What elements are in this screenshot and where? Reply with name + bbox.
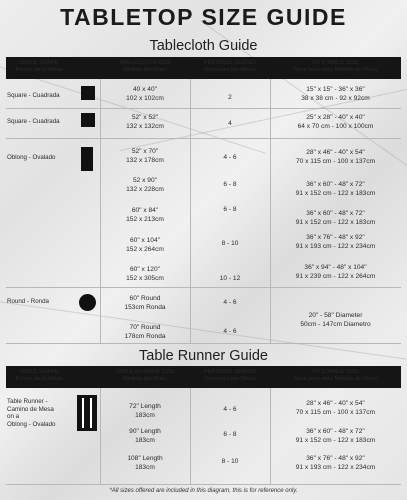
size-inches: 60" x 104" (130, 237, 160, 244)
fits-table-size-cell (270, 114, 401, 131)
persons-seated-cell: 4 - 6 (223, 299, 237, 306)
runner-shape-line: Camino de Mesa (7, 405, 54, 413)
size-inches: 52 x 90" (133, 177, 157, 184)
size-cm: 152 x 264cm (126, 245, 164, 253)
row-divider (6, 287, 401, 288)
fits-table-size-cell (270, 86, 401, 103)
runner-shape-label (7, 398, 56, 428)
header-seated-label: PERSONS SEATED (203, 369, 257, 375)
fits-inches: 36" x 76" - 48" x 92" (306, 234, 365, 241)
square-shape-swatch (81, 113, 95, 127)
row-divider (6, 138, 401, 139)
round-shape-swatch (79, 294, 96, 311)
runner-shape-line: Oblong - Ovalado (7, 420, 56, 428)
tablecloth-size-cell (100, 177, 190, 194)
shape-label-square: Square - Cuadrada (7, 118, 60, 125)
header-shape-label-es: Forma de la Mesa (15, 376, 63, 382)
header-fits-label-es: Sirve para esta Medida de Mesa (293, 376, 378, 382)
header-seated-label: PERSONS SEATED (203, 60, 257, 66)
header-shape-label: TABLE SHAPE (19, 60, 59, 66)
tablecloth-size-cell (100, 86, 190, 103)
fits-cm: 70 x 115 cm - 100 x 137cm (295, 157, 376, 165)
square-shape-swatch (81, 86, 95, 100)
size-cm: 102 x 102cm (126, 94, 164, 102)
fits-table-size-cell (270, 428, 401, 445)
persons-seated-cell: 4 - 6 (223, 406, 237, 413)
runner-shape-line: on a (7, 413, 20, 420)
runner-length: 90" Length (129, 428, 161, 435)
row-divider (6, 484, 401, 485)
header-size-label: TABLE RUNNER SIZE (115, 369, 175, 375)
persons-seated-cell: 8 - 10 (221, 458, 239, 465)
page-title: TABLETOP SIZE GUIDE (60, 4, 347, 30)
header-fits-label-es: Sirve para esta Medida de Mesa (293, 67, 378, 73)
header-table-shape (6, 369, 72, 383)
runner-length: 72" Length (129, 403, 161, 410)
runner-size-cell (100, 455, 190, 472)
fits-inches: 36" x 94" - 48" x 104" (304, 264, 367, 271)
tablecloth-size-cell (100, 237, 190, 254)
header-persons-seated (190, 60, 270, 74)
size-cm: 152 x 213cm (126, 215, 164, 223)
size-inches: 60" x 84" (131, 207, 159, 214)
fits-cm: 64 x 70 cm - 100 x 100cm (297, 122, 374, 130)
row-divider (6, 108, 401, 109)
header-size-label-es: Medida del Matel (122, 376, 168, 382)
runner-length: 108" Length (127, 455, 163, 462)
row-divider (6, 343, 401, 344)
fits-cm: 91 x 193 cm - 122 x 234cm (295, 242, 376, 250)
fits-table-size-cell (270, 455, 401, 472)
persons-seated-cell: 2 (228, 94, 232, 101)
persons-seated-cell: 4 - 6 (223, 328, 237, 335)
header-persons-seated (190, 369, 270, 383)
fits-cm: 91 x 152 cm - 122 x 183cm (295, 218, 376, 226)
header-shape-label: TABLE SHAPE (19, 369, 59, 375)
size-cm: 153cm Ronda (124, 303, 166, 311)
fits-inches: 28" x 46" - 40" x 54" (306, 149, 365, 156)
fits-cm: 70 x 115 cm - 100 x 137cm (295, 408, 376, 416)
persons-seated-cell: 6 - 8 (223, 181, 237, 188)
runner-length-cm: 183cm (135, 463, 155, 471)
fits-cm: 91 x 152 cm - 122 x 183cm (295, 436, 376, 444)
runner-guide-title: Table Runner Guide (139, 348, 268, 364)
persons-seated-cell: 4 (228, 120, 232, 127)
fits-inches: 20" - 58" Diameter (308, 312, 363, 319)
size-cm: 132 x 178cm (126, 156, 164, 164)
size-inches: 52" x 52" (131, 114, 159, 121)
fits-cm: 91 x 193 cm - 122 x 234cm (295, 463, 376, 471)
header-fits-label: FITS TABLE SIZE (312, 369, 359, 375)
size-cm: 152 x 305cm (126, 274, 164, 282)
fits-table-size-cell (270, 149, 401, 166)
persons-seated-cell: 6 - 8 (223, 206, 237, 213)
fits-inches: 36" x 76" - 48" x 92" (306, 455, 365, 462)
persons-seated-cell: 8 - 10 (221, 240, 239, 247)
persons-seated-cell: 4 - 6 (223, 154, 237, 161)
size-cm: 132 x 132cm (126, 122, 164, 130)
fits-inches: 36" x 60" - 48" x 72" (306, 210, 365, 217)
size-inches: 70" Round (129, 324, 161, 331)
size-cm: 132 x 228cm (126, 185, 164, 193)
fits-inches: 25" x 28" - 40" x 40" (306, 114, 365, 121)
header-size-label: TABLECLOTH SIZE (118, 60, 172, 66)
size-cm: 178cm Ronda (124, 332, 166, 340)
size-inches: 40 x 40" (133, 86, 157, 93)
size-inches: 60" Round (129, 295, 161, 302)
fits-table-size-cell (270, 210, 401, 227)
fits-inches: 36" x 60" - 48" x 72" (306, 428, 365, 435)
fits-table-size-cell (270, 400, 401, 417)
size-inches: 60" x 120" (130, 266, 160, 273)
header-table-shape (6, 60, 72, 74)
runner-length-cm: 183cm (135, 411, 155, 419)
shape-label-square: Square - Cuadrada (7, 92, 60, 99)
runner-table-header (6, 366, 401, 388)
fits-table-size-cell (270, 234, 401, 251)
header-fits-label: FITS TABLE SIZE (312, 60, 359, 66)
persons-seated-cell: 10 - 12 (219, 275, 241, 282)
size-inches: 52" x 70" (131, 148, 159, 155)
fits-table-size-cell (270, 181, 401, 198)
header-fits-table-size (270, 60, 401, 74)
fits-inches: 36" x 60" - 48" x 72" (306, 181, 365, 188)
header-fits-table-size (270, 369, 401, 383)
fits-inches: 28" x 46" - 40" x 54" (306, 400, 365, 407)
header-size-label-es: Medida del Matel (122, 67, 168, 73)
header-seated-label-es: Personas por Mesa (204, 67, 256, 73)
tablecloth-size-cell (100, 114, 190, 131)
footnote: *All sizes offered are included in this diagram, this is for reference only. (109, 488, 298, 494)
fits-cm: 91 x 239 cm - 122 x 264cm (295, 272, 376, 280)
fits-cm: 50cm - 147cm Diametro (300, 320, 371, 328)
fits-cm: 91 x 152 cm - 122 x 183cm (295, 189, 376, 197)
fits-inches: 15" x 15" - 36" x 36" (306, 86, 365, 93)
tablecloth-size-cell (100, 266, 190, 283)
header-runner-size (100, 369, 190, 383)
shape-label-round: Round - Ronda (7, 298, 49, 305)
header-shape-label-es: Forma de la Mesa (15, 67, 63, 73)
shape-label-oblong: Oblong - Ovalado (7, 154, 56, 161)
tablecloth-size-cell (100, 324, 190, 341)
fits-table-size-cell (270, 264, 401, 281)
runner-shape-swatch (77, 395, 97, 431)
runner-size-cell (100, 403, 190, 420)
oblong-shape-swatch (81, 147, 93, 171)
tablecloth-guide-title: Tablecloth Guide (149, 38, 258, 54)
fits-table-size-cell (270, 312, 401, 329)
header-tablecloth-size (100, 60, 190, 74)
runner-size-cell (100, 428, 190, 445)
header-seated-label-es: Personas por Mesa (204, 376, 256, 382)
tablecloth-table-header (6, 57, 401, 79)
runner-length-cm: 183cm (135, 436, 155, 444)
persons-seated-cell: 6 - 8 (223, 431, 237, 438)
tablecloth-size-cell (100, 207, 190, 224)
tablecloth-size-cell (100, 148, 190, 165)
fits-cm: 38 x 38 cm - 92 x 92cm (301, 94, 370, 102)
tablecloth-size-cell (100, 295, 190, 312)
runner-shape-line: Table Runner - (7, 398, 48, 405)
